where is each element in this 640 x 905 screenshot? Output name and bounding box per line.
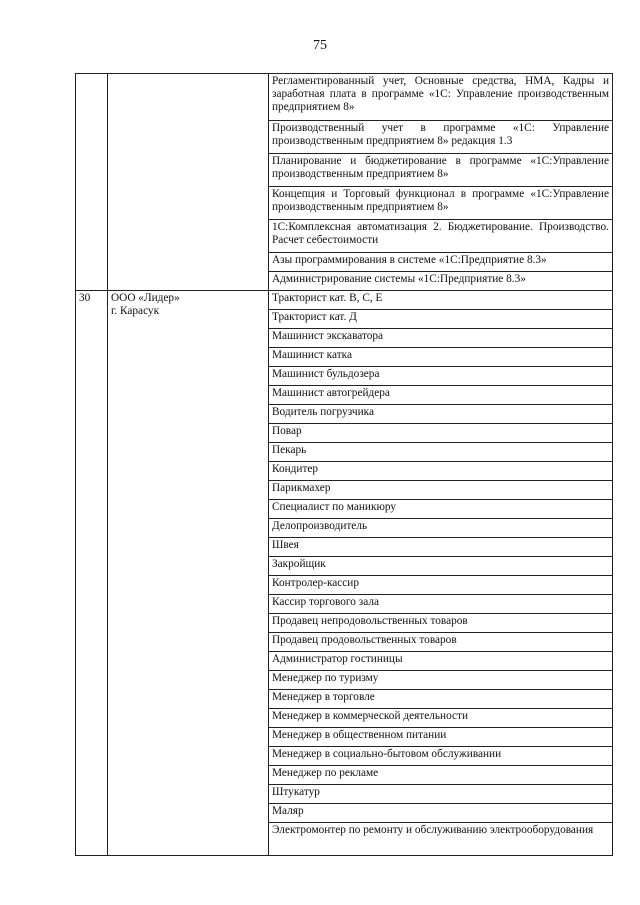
course-cell: Концепция и Торговый функционал в программе «1С:Управление производственным предприятием 8» xyxy=(269,187,613,220)
organization-cell-continued xyxy=(108,74,269,291)
course-cell: Менеджер в социально-бытовом обслуживании xyxy=(269,747,613,766)
course-cell: Штукатур xyxy=(269,785,613,804)
table-row xyxy=(76,291,613,310)
course-cell: Менеджер по рекламе xyxy=(269,766,613,785)
course-cell: Менеджер в коммерческой деятельности xyxy=(269,709,613,728)
course-cell: Администрирование системы «1С:Предприятие 8.3» xyxy=(269,272,613,291)
course-cell: 1С:Комплексная автоматизация 2. Бюджетирование. Производство. Расчет себестоимости xyxy=(269,220,613,253)
course-cell: Кондитер xyxy=(269,462,613,481)
course-cell: Закройщик xyxy=(269,557,613,576)
course-cell: Менеджер в торговле xyxy=(269,690,613,709)
course-cell: Контролер-кассир xyxy=(269,576,613,595)
course-cell: Повар xyxy=(269,424,613,443)
programs-table-body xyxy=(76,74,613,856)
course-cell: Тракторист кат. В, С, Е xyxy=(269,291,613,310)
page-number: 75 xyxy=(313,38,327,53)
course-cell: Менеджер в общественном питании xyxy=(269,728,613,747)
entry-number-cell-continued xyxy=(76,74,108,291)
course-cell: Администратор гостиницы xyxy=(269,652,613,671)
course-cell: Машинист катка xyxy=(269,348,613,367)
course-cell: Пекарь xyxy=(269,443,613,462)
course-cell: Регламентированный учет, Основные средства, НМА, Кадры и заработная плата в программе «1С: Управление производственным предприятием 8» xyxy=(269,74,613,121)
course-cell: Машинист бульдозера xyxy=(269,367,613,386)
course-cell: Производственный учет в программе «1С: Управление производственным предприятием 8» редакция 1.3 xyxy=(269,121,613,154)
organization-name: ООО «Лидер» xyxy=(111,292,180,304)
organization-city: г. Карасук xyxy=(111,305,160,318)
course-cell: Менеджер по туризму xyxy=(269,671,613,690)
course-cell: Машинист экскаватора xyxy=(269,329,613,348)
course-cell: Кассир торгового зала xyxy=(269,595,613,614)
course-cell: Делопроизводитель xyxy=(269,519,613,538)
course-cell: Электромонтер по ремонту и обслуживанию электрооборудования xyxy=(269,823,613,856)
course-cell: Специалист по маникюру xyxy=(269,500,613,519)
course-cell: Парикмахер xyxy=(269,481,613,500)
organization-cell xyxy=(108,291,269,856)
programs-table xyxy=(75,73,613,856)
course-cell: Планирование и бюджетирование в программе «1С:Управление производственным предприятием 8» xyxy=(269,154,613,187)
course-cell: Тракторист кат. Д xyxy=(269,310,613,329)
course-cell: Водитель погрузчика xyxy=(269,405,613,424)
course-cell: Швея xyxy=(269,538,613,557)
table-row xyxy=(76,74,613,121)
course-cell: Азы программирования в системе «1С:Предприятие 8.3» xyxy=(269,253,613,272)
course-cell: Машинист автогрейдера xyxy=(269,386,613,405)
entry-number-cell: 30 xyxy=(76,291,108,856)
course-cell: Продавец непродовольственных товаров xyxy=(269,614,613,633)
course-cell: Продавец продовольственных товаров xyxy=(269,633,613,652)
course-cell: Маляр xyxy=(269,804,613,823)
